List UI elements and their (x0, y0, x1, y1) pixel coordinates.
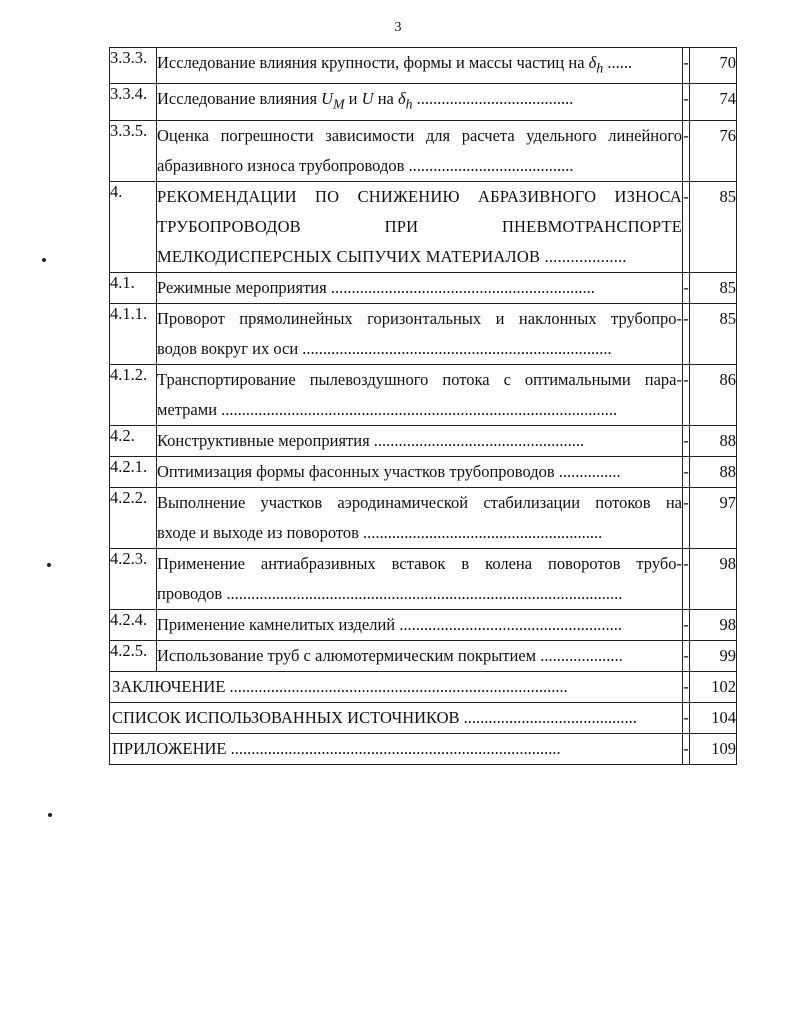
toc-row-4-2-1 (110, 456, 737, 487)
toc-dash: - (683, 702, 690, 733)
toc-dash: - (683, 671, 690, 702)
toc-number: 4.1.1. (110, 303, 157, 364)
toc-title: Применение антиабразивных вставок в колена поворотов трубо- проводов ................................................................................................ (157, 548, 683, 609)
toc-title: ЗАКЛЮЧЕНИЕ .................................................................................. (110, 671, 683, 702)
toc-page: 85 (690, 181, 737, 272)
toc-title: Оптимизация формы фасонных участков трубопроводов ............... (157, 456, 683, 487)
toc-number: 4.2.3. (110, 548, 157, 609)
toc-row-4-2-2 (110, 487, 737, 548)
toc-dash: - (683, 48, 690, 84)
page-number: 3 (394, 20, 402, 35)
toc-page: 98 (690, 548, 737, 609)
toc-row-conclusion (110, 671, 737, 702)
toc-page: 104 (690, 702, 737, 733)
toc-page: 85 (690, 303, 737, 364)
toc-page: 76 (690, 120, 737, 181)
toc-title: Конструктивные мероприятия ................................................... (157, 425, 683, 456)
toc-dash: - (683, 181, 690, 272)
toc-dash: - (683, 272, 690, 303)
toc-title: Выполнение участков аэродинамической стабилизации потоков на входе и выходе из поворотов .......................................................... (157, 487, 683, 548)
toc-row-4-2-4 (110, 609, 737, 640)
toc-row-4-1-1 (110, 303, 737, 364)
toc-dash: - (683, 120, 690, 181)
toc-page: 102 (690, 671, 737, 702)
toc-title: Исследование влияния $U_M$ и U на $\delta_h$ ...................................... (157, 84, 683, 120)
toc-title: Использование труб с алюмотермическим покрытием .................... (157, 640, 683, 671)
toc-row-4 (110, 181, 737, 272)
toc-number: 4.2.4. (110, 609, 157, 640)
toc-dash: - (683, 733, 690, 764)
toc-page: 88 (690, 456, 737, 487)
scan-speck (47, 563, 51, 567)
toc-dash: - (683, 609, 690, 640)
toc-number: 3.3.5. (110, 120, 157, 181)
table-of-contents (109, 47, 737, 765)
scan-speck (48, 813, 52, 817)
toc-row-references (110, 702, 737, 733)
toc-dash: - (683, 364, 690, 425)
toc-number: 4.2.2. (110, 487, 157, 548)
toc-page: 99 (690, 640, 737, 671)
toc-title: Оценка погрешности зависимости для расчета удельного линейного абразивного износа трубопроводов ........................................ (157, 120, 683, 181)
toc-page: 97 (690, 487, 737, 548)
toc-number: 4.1.2. (110, 364, 157, 425)
toc-page: 98 (690, 609, 737, 640)
toc-dash: - (683, 640, 690, 671)
toc-row-appendix (110, 733, 737, 764)
toc-number: 4.2.1. (110, 456, 157, 487)
toc-row-3-3-3 (110, 48, 737, 84)
toc-title: Режимные мероприятия ................................................................ (157, 272, 683, 303)
toc-page: 86 (690, 364, 737, 425)
scan-speck (42, 258, 46, 262)
toc-dash: - (683, 425, 690, 456)
toc-number: 4.1. (110, 272, 157, 303)
toc-page: 70 (690, 48, 737, 84)
toc-number: 4. (110, 181, 157, 272)
toc-row-4-2-5 (110, 640, 737, 671)
toc-page: 109 (690, 733, 737, 764)
toc-dash: - (683, 456, 690, 487)
toc-row-3-3-4 (110, 84, 737, 120)
toc-title: Транспортирование пылевоздушного потока с оптимальными пара- метрами ................................................................................................ (157, 364, 683, 425)
toc-title: Проворот прямолинейных горизонтальных и наклонных трубопро- водов вокруг их оси ........................................................................... (157, 303, 683, 364)
toc-page: 74 (690, 84, 737, 120)
toc-row-4-1-2 (110, 364, 737, 425)
toc-title: Исследование влияния крупности, формы и массы частиц на $\delta_h$ ...... (157, 48, 683, 84)
toc-title: РЕКОМЕНДАЦИИ ПО СНИЖЕНИЮ АБРАЗИВНОГО ИЗНОСА ТРУБОПРОВОДОВ ПРИ ПНЕВМОТРАНСПОРТЕ МЕЛКОДИСПЕРСНЫХ СЫПУЧИХ МАТЕРИАЛОВ ................... (157, 181, 683, 272)
toc-row-4-1 (110, 272, 737, 303)
toc-title: СПИСОК ИСПОЛЬЗОВАННЫХ ИСТОЧНИКОВ .......................................... (110, 702, 683, 733)
toc-title: Применение камнелитых изделий ...................................................... (157, 609, 683, 640)
toc-dash: - (683, 548, 690, 609)
toc-title: ПРИЛОЖЕНИЕ ................................................................................ (110, 733, 683, 764)
toc-page: 88 (690, 425, 737, 456)
delta-symbol: δ (588, 53, 597, 72)
toc-dash: - (683, 487, 690, 548)
toc-row-4-2 (110, 425, 737, 456)
toc-row-4-2-3 (110, 548, 737, 609)
toc-dash: - (683, 303, 690, 364)
toc-number: 3.3.4. (110, 84, 157, 120)
toc-number: 3.3.3. (110, 48, 157, 84)
toc-page: 85 (690, 272, 737, 303)
toc-row-3-3-5 (110, 120, 737, 181)
toc-number: 4.2. (110, 425, 157, 456)
toc-number: 4.2.5. (110, 640, 157, 671)
toc-dash: - (683, 84, 690, 120)
